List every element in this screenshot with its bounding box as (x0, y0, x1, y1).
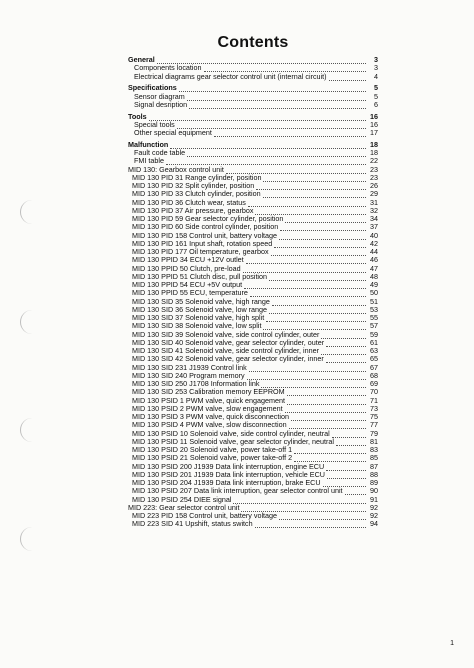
toc-entry-page: 53 (370, 304, 378, 314)
toc-entry-label: MID 130 SID 42 Solenoid valve, gear selector cylinder, inner (132, 354, 324, 364)
toc-entry-label: MID 130 PSID 1 PWM valve, quick engagement (132, 395, 286, 405)
dot-leader (294, 448, 366, 454)
dot-leader (249, 366, 366, 372)
toc-entry-page: 16 (370, 119, 378, 129)
toc-entry-label: MID 130 SID 250 J1708 Information link (132, 379, 260, 388)
toc-entry-label: Signal desription (134, 99, 188, 109)
dot-leader (285, 217, 366, 223)
toc-entry-label: MID 130 PSID 20 Solenoid valve, power take-off 1 (132, 445, 293, 454)
toc-entry-page: 67 (370, 362, 378, 372)
page-title: Contents (217, 34, 289, 51)
dot-leader (263, 192, 366, 198)
dot-leader (247, 374, 366, 380)
toc-entry-label: Other special equipment (134, 128, 212, 137)
dot-leader (272, 300, 366, 306)
dot-leader (326, 341, 366, 347)
toc-entry-label: MID 130 SID 38 Solenoid valve, low split (132, 321, 262, 331)
dot-leader (332, 432, 366, 438)
toc-entry-page: 26 (370, 181, 378, 190)
toc-entry-page: 68 (370, 370, 378, 380)
toc-entry-label: MID 130 PSID 204 J1939 Data link interruption, brake ECU (132, 478, 321, 487)
toc-entry-label: MID 130 SID 41 Solenoid valve, side control cylinder, inner (132, 346, 319, 355)
dot-leader (289, 423, 366, 429)
toc-entry-page: 87 (370, 461, 378, 471)
toc-entry-page: 4 (374, 71, 378, 81)
toc-entry-label: MID 130 PID 36 Clutch wear, status (132, 197, 246, 207)
toc-entry-page: 65 (370, 354, 378, 364)
dot-leader (170, 143, 366, 149)
dot-leader (271, 250, 366, 256)
toc-entry-page: 23 (370, 172, 378, 182)
toc-entry-label: MID 223: Gear selector control unit (128, 502, 240, 512)
dot-leader (246, 258, 366, 264)
dot-leader (189, 103, 366, 109)
dot-leader (256, 184, 366, 190)
toc-entry-label: MID 223 PID 158 Control unit, battery voltage (132, 511, 278, 520)
dot-leader (263, 324, 366, 330)
toc-entry-label: MID 130 PSID 10 Solenoid valve, side control cylinder, neutral (132, 428, 330, 438)
toc-entry-label: MID 130 PSID 254 DIEE signal (132, 494, 232, 504)
toc-entry-page: 89 (370, 478, 378, 487)
toc-entry-page: 83 (370, 445, 378, 454)
dot-leader (274, 242, 366, 248)
toc-entry-page: 31 (370, 197, 378, 207)
toc-entry-page: 3 (374, 55, 378, 64)
toc-entry-page: 77 (370, 420, 378, 430)
toc-entry-label: MID 130 PPID 55 ECU, temperature (132, 288, 248, 298)
toc-entry-page: 51 (370, 296, 378, 306)
dot-leader (329, 75, 366, 81)
toc-entry-page: 17 (370, 128, 378, 137)
toc-entry-page: 61 (370, 337, 378, 347)
dot-leader (179, 86, 366, 92)
toc-entry-page: 46 (370, 255, 378, 265)
toc-entry-label: General (128, 55, 155, 64)
toc-entry-label: MID 130 SID 37 Solenoid valve, high split (132, 313, 265, 322)
toc-entry-label: MID 130 PPID 54 ECU +5V output (132, 280, 243, 289)
toc-entry-label: Special tools (134, 119, 175, 129)
dot-leader (326, 357, 366, 363)
dot-leader (285, 407, 366, 413)
toc-entry-page: 44 (370, 247, 378, 256)
dot-leader (187, 151, 366, 157)
toc-entry-label: Sensor diagram (134, 91, 185, 101)
toc-entry-page: 34 (370, 214, 378, 223)
toc-entry-page: 42 (370, 238, 378, 248)
toc-entry-page: 59 (370, 329, 378, 339)
toc-entry-label: MID 130 PSID 4 PWM valve, slow disconnection (132, 420, 287, 430)
toc-entry-label: MID 130 PPID 50 Clutch, pre-load (132, 263, 241, 273)
binder-hole (20, 310, 35, 334)
toc-entry (128, 520, 378, 528)
dot-leader (266, 316, 366, 322)
binder-hole (20, 527, 35, 551)
dot-leader (269, 275, 366, 281)
dot-leader (166, 159, 366, 165)
dot-leader (149, 115, 366, 121)
toc-entry-page: 70 (370, 387, 378, 397)
toc-entry-page: 91 (370, 494, 378, 504)
dot-leader (269, 308, 366, 314)
dot-leader (248, 201, 366, 207)
toc-entry-page: 23 (370, 164, 378, 174)
dot-leader (263, 176, 366, 182)
toc-entry-label: MID 130 PPID 34 ECU +12V outlet (132, 255, 244, 265)
toc-entry-page: 71 (370, 395, 378, 405)
toc-entry-label: MID 130 SID 39 Solenoid valve, side control cylinder, outer (132, 329, 320, 339)
dot-leader (255, 209, 366, 215)
toc-entry-label: Electrical diagrams gear selector control unit (internal circuit) (134, 71, 327, 81)
dot-leader (244, 283, 366, 289)
toc-entry-page: 50 (370, 288, 378, 298)
dot-leader (204, 66, 366, 72)
toc-entry-label: Components location (134, 63, 202, 73)
toc-entry-label: MID 130 SID 231 J1939 Control link (132, 362, 247, 372)
toc-entry-label: MID 130 PSID 2 PWM valve, slow engagement (132, 403, 283, 413)
dot-leader (345, 489, 366, 495)
dot-leader (287, 399, 366, 405)
toc-entry-label: MID 130 PSID 11 Solenoid valve, gear selector cylinder, neutral (132, 436, 335, 446)
toc-entry-page: 40 (370, 230, 378, 240)
binder-holes (14, 0, 44, 668)
toc-entry-label: MID 130 SID 35 Solenoid valve, high range (132, 296, 270, 306)
toc-entry-page: 92 (370, 511, 378, 520)
dot-leader (255, 522, 366, 528)
toc-entry-label: MID 223 SID 41 Upshift, status switch (132, 519, 253, 529)
dot-leader (157, 58, 366, 64)
toc-section-heading (128, 113, 378, 121)
toc-entry-page: 88 (370, 469, 378, 479)
toc-entry (128, 101, 378, 109)
toc-entry-label: MID 130 SID 253 Calibration memory EEPROM (132, 387, 285, 397)
toc-entry-page: 69 (370, 379, 378, 388)
toc-entry-page: 6 (374, 99, 378, 109)
dot-leader (261, 382, 366, 388)
binder-hole (20, 200, 35, 224)
toc-entry-label: MID 130 SID 240 Program memory (132, 370, 245, 380)
toc-entry-page: 81 (370, 436, 378, 446)
page-number: 1 (450, 640, 454, 647)
dot-leader (323, 481, 366, 487)
dot-leader (294, 456, 366, 462)
dot-leader (243, 267, 366, 273)
toc-entry-label: Specifications (128, 83, 177, 93)
toc-entry-page: 90 (370, 486, 378, 496)
binder-hole (20, 418, 35, 442)
dot-leader (214, 131, 366, 137)
toc-entry-label: MID 130: Gearbox control unit (128, 164, 224, 174)
toc-entry-page: 57 (370, 321, 378, 331)
dot-leader (336, 440, 366, 446)
dot-leader (280, 225, 366, 231)
toc-entry-page: 18 (370, 139, 378, 149)
dot-leader (187, 95, 366, 101)
toc-entry-page: 32 (370, 205, 378, 215)
toc-section-heading (128, 56, 378, 64)
toc-entry-page: 48 (370, 271, 378, 281)
toc-entry-page: 92 (370, 502, 378, 512)
toc-entry-page: 22 (370, 156, 378, 166)
toc-entry-label: FMI table (134, 156, 164, 166)
toc-entry-page: 47 (370, 263, 378, 273)
dot-leader (321, 333, 366, 339)
toc-entry (128, 73, 378, 81)
dot-leader (327, 473, 366, 479)
toc-entry-label: MID 130 PID 158 Control unit, battery voltage (132, 230, 278, 240)
toc-entry-page: 73 (370, 403, 378, 413)
toc-entry-label: MID 130 PSID 21 Solenoid valve, power take-off 2 (132, 453, 293, 463)
dot-leader (279, 234, 366, 240)
dot-leader (250, 291, 366, 297)
toc-entry-label: MID 130 PSID 201 J1939 Data link interruption, vehicle ECU (132, 469, 325, 479)
toc-entry-label: Fault code table (134, 148, 186, 157)
toc-entry-label: MID 130 SID 40 Solenoid valve, gear selector cylinder, outer (132, 337, 325, 347)
toc-entry-page: 85 (370, 453, 378, 463)
toc-entry (128, 129, 378, 137)
toc-entry-label: Malfunction (128, 139, 169, 149)
dot-leader (233, 498, 366, 504)
toc-entry-label: MID 130 PID 32 Split cylinder, position (132, 181, 255, 190)
toc-entry-page: 55 (370, 313, 378, 322)
toc-entry-label: MID 130 PID 31 Range cylinder, position (132, 172, 262, 182)
toc-entry-page: 29 (370, 189, 378, 199)
toc-entry-label: MID 130 PID 37 Air pressure, gearbox (132, 205, 254, 215)
toc-entry-page: 49 (370, 280, 378, 289)
toc-entry-page: 63 (370, 346, 378, 355)
toc-entry-page: 16 (370, 111, 378, 121)
toc-entry-label: MID 130 PSID 3 PWM valve, quick disconnection (132, 412, 289, 421)
dot-leader (287, 390, 366, 396)
dot-leader (321, 349, 366, 355)
dot-leader (326, 465, 366, 471)
toc-entry-label: MID 130 SID 36 Solenoid valve, low range (132, 304, 268, 314)
toc-entry-label: MID 130 PID 59 Gear selector cylinder, position (132, 214, 284, 223)
toc-entry-page: 5 (374, 91, 378, 101)
toc-entry-page: 79 (370, 428, 378, 438)
table-of-contents (128, 56, 378, 529)
toc-entry-page: 94 (370, 519, 378, 529)
dot-leader (291, 415, 366, 421)
toc-entry-label: MID 130 PID 177 Oil temperature, gearbox (132, 247, 269, 256)
toc-entry-label: MID 130 PID 33 Clutch cylinder, position (132, 189, 261, 199)
dot-leader (279, 514, 366, 520)
toc-entry-page: 3 (374, 63, 378, 73)
toc-entry-page: 18 (370, 148, 378, 157)
toc-entry (128, 149, 378, 157)
dot-leader (241, 506, 366, 512)
toc-entry-label: Tools (128, 111, 147, 121)
toc-entry-label: MID 130 PID 60 Side control cylinder, position (132, 222, 279, 232)
dot-leader (226, 168, 366, 174)
toc-entry-page: 75 (370, 412, 378, 421)
toc-entry-label: MID 130 PSID 207 Data link interruption, gear selector control unit (132, 486, 343, 496)
toc-entry-page: 5 (374, 83, 378, 93)
toc-entry-page: 37 (370, 222, 378, 232)
toc-entry (128, 157, 378, 165)
toc-entry-label: MID 130 PID 161 Input shaft, rotation speed (132, 238, 273, 248)
dot-leader (177, 123, 366, 129)
toc-entry-label: MID 130 PPID 51 Clutch disc, pull position (132, 271, 268, 281)
toc-entry-label: MID 130 PSID 200 J1939 Data link interruption, engine ECU (132, 461, 325, 471)
